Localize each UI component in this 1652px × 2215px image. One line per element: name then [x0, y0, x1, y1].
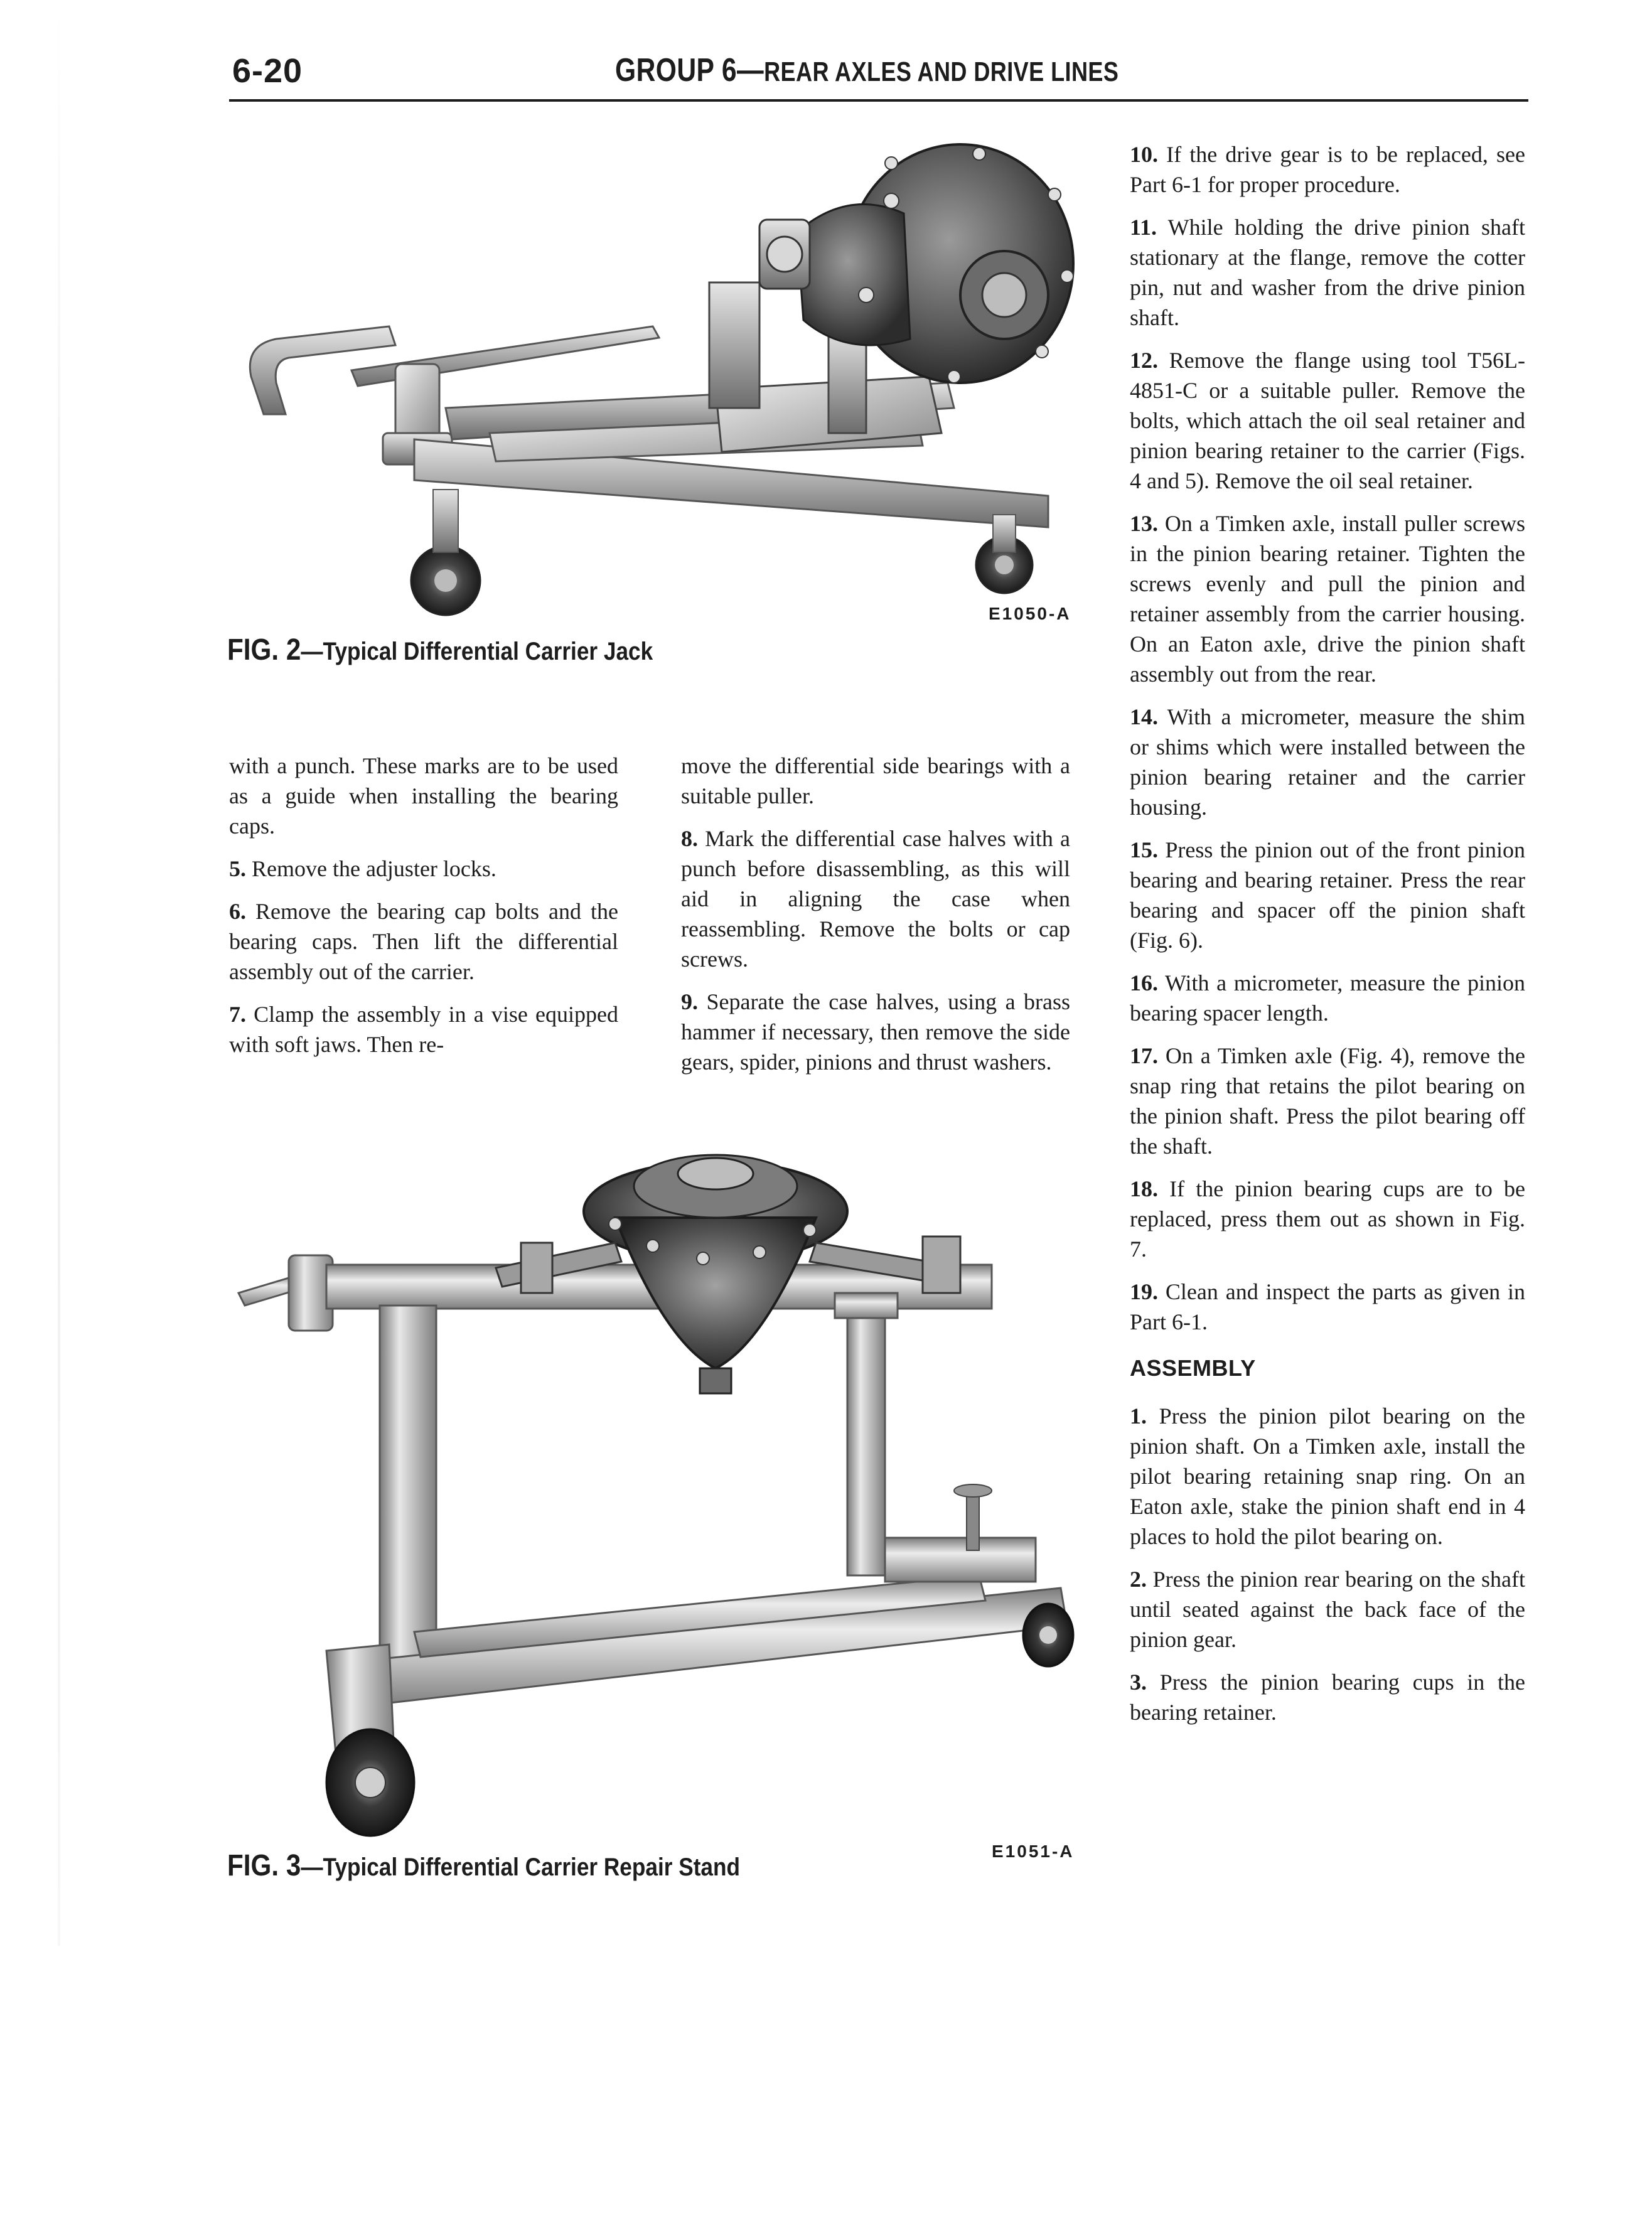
- step-text: Remove the adjuster locks.: [252, 856, 496, 881]
- step-number: 1.: [1130, 1403, 1147, 1429]
- step-text: Press the pinion bearing cups in the bearing retainer.: [1130, 1670, 1525, 1725]
- step-number: 18.: [1130, 1176, 1158, 1201]
- group-dash: —: [737, 52, 764, 88]
- differential-carrier-jack-drawing: [226, 138, 1105, 634]
- text-column-left: [229, 751, 618, 1072]
- running-header: [615, 51, 1118, 89]
- figure-2-caption-text: —Typical Differential Carrier Jack: [301, 638, 653, 665]
- step-16: [1130, 968, 1525, 1028]
- step-5: [229, 854, 618, 884]
- step-text: Remove the bearing cap bolts and the bearing caps. Then lift the differential assembly out of the carrier.: [229, 899, 619, 984]
- step-text: If the drive gear is to be replaced, see Part 6-1 for proper procedure.: [1130, 142, 1525, 197]
- paragraph-text: move the differential side bearings with a suitable puller.: [681, 753, 1070, 808]
- step-14: [1130, 702, 1525, 822]
- step-13: [1130, 508, 1525, 689]
- step-number: 15.: [1130, 837, 1158, 862]
- step-number: 19.: [1130, 1279, 1158, 1304]
- header-rule: [229, 99, 1528, 102]
- step-text: On a Timken axle, install puller screws in the pinion bearing retainer. Tighten the screws evenly and pull the pinion and retainer assembly from the carrier housing. On an Eaton axle, drive the pinion shaft assembly out from the rear.: [1130, 511, 1526, 687]
- step-text: With a micrometer, measure the pinion bearing spacer length.: [1130, 970, 1526, 1026]
- step-text: While holding the drive pinion shaft stationary at the flange, remove the cotter pin, nut and washer from the drive pinion shaft.: [1130, 215, 1525, 330]
- step-text: Clean and inspect the parts as given in Part 6-1.: [1130, 1279, 1526, 1334]
- step-text: Remove the flange using tool T56L-4851-C or a suitable puller. Remove the bolts, which attach the oil seal retainer and pinion bearing retainer to the carrier (Figs. 4 and 5). Remove the oil seal retainer.: [1130, 348, 1526, 493]
- step-number: 17.: [1130, 1043, 1158, 1068]
- text-column-middle: [681, 751, 1070, 1090]
- step-number: 9.: [681, 989, 698, 1014]
- page-number: 6-20: [232, 52, 303, 90]
- step-18: [1130, 1174, 1525, 1264]
- paragraph-text: with a punch. These marks are to be used as a guide when installing the bearing caps.: [229, 753, 618, 839]
- figure-3-illustration: [226, 1105, 1105, 1845]
- group-subject: REAR AXLES AND DRIVE LINES: [764, 56, 1119, 87]
- step-number: 10.: [1130, 142, 1158, 167]
- page-edge-shadow: [58, 0, 60, 1946]
- step-text: Press the pinion rear bearing on the shaft until seated against the back face of the pinion gear.: [1130, 1567, 1525, 1652]
- section-heading-assembly: ASSEMBLY: [1130, 1355, 1256, 1381]
- step-12: [1130, 345, 1525, 496]
- step-number: 16.: [1130, 970, 1158, 995]
- step-number: 5.: [229, 856, 246, 881]
- step-text: Separate the case halves, using a brass hammer if necessary, then remove the side gears, spider, pinions and thrust washers.: [681, 989, 1071, 1075]
- step-9: [681, 987, 1070, 1077]
- figure-2-illustration: [226, 138, 1105, 634]
- step-6: [229, 896, 618, 987]
- step-number: 11.: [1130, 215, 1157, 240]
- step-number: 8.: [681, 826, 698, 851]
- figure-2-code: E1050-A: [989, 604, 1071, 623]
- step-number: 3.: [1130, 1670, 1147, 1695]
- step-11: [1130, 212, 1525, 333]
- step-10: [1130, 139, 1525, 200]
- assembly-step-1: [1130, 1401, 1525, 1552]
- step-text: If the pinion bearing cups are to be replaced, press them out as shown in Fig. 7.: [1130, 1176, 1526, 1262]
- step-text: Clamp the assembly in a vise equipped with soft jaws. Then re-: [229, 1002, 619, 1057]
- figure-3-label: FIG. 3: [227, 1849, 301, 1882]
- figure-2-caption: [227, 633, 653, 667]
- paragraph: [229, 751, 618, 841]
- step-number: 2.: [1130, 1567, 1147, 1592]
- text-column-right: [1130, 139, 1525, 1740]
- differential-carrier-repair-stand-drawing: [226, 1105, 1105, 1845]
- step-text: On a Timken axle (Fig. 4), remove the snap ring that retains the pilot bearing on the pinion shaft. Press the pilot bearing off the shaft.: [1130, 1043, 1526, 1159]
- figure-3-code: E1051-A: [992, 1842, 1075, 1861]
- step-number: 14.: [1130, 704, 1158, 729]
- step-19: [1130, 1277, 1525, 1337]
- step-text: With a micrometer, measure the shim or shims which were installed between the pinion bearing retainer and the carrier housing.: [1130, 704, 1525, 820]
- step-text: Press the pinion out of the front pinion bearing and bearing retainer. Press the rear bearing and spacer off the pinion shaft (Fig. 6).: [1130, 837, 1526, 953]
- step-17: [1130, 1041, 1525, 1161]
- figure-3-caption-text: —Typical Differential Carrier Repair Stand: [301, 1853, 740, 1881]
- group-number: GROUP 6: [615, 52, 738, 88]
- step-number: 7.: [229, 1002, 246, 1027]
- step-number: 12.: [1130, 348, 1158, 373]
- step-text: Mark the differential case halves with a punch before disassembling, as this will aid in aligning the case when reassembling. Remove the bolts or cap screws.: [681, 826, 1071, 972]
- step-text: Press the pinion pilot bearing on the pinion shaft. On a Timken axle, install the pilot bearing retaining snap ring. On an Eaton axle, stake the pinion shaft end in 4 places to hold the pilot bearing on.: [1130, 1403, 1526, 1549]
- figure-3-caption: [227, 1848, 740, 1883]
- paragraph: [681, 751, 1070, 811]
- step-7: [229, 999, 618, 1059]
- figure-2-label: FIG. 2: [227, 633, 301, 667]
- step-number: 6.: [229, 899, 246, 924]
- assembly-step-2: [1130, 1564, 1525, 1655]
- step-8: [681, 823, 1070, 974]
- assembly-step-3: [1130, 1667, 1525, 1727]
- step-15: [1130, 835, 1525, 955]
- step-number: 13.: [1130, 511, 1158, 536]
